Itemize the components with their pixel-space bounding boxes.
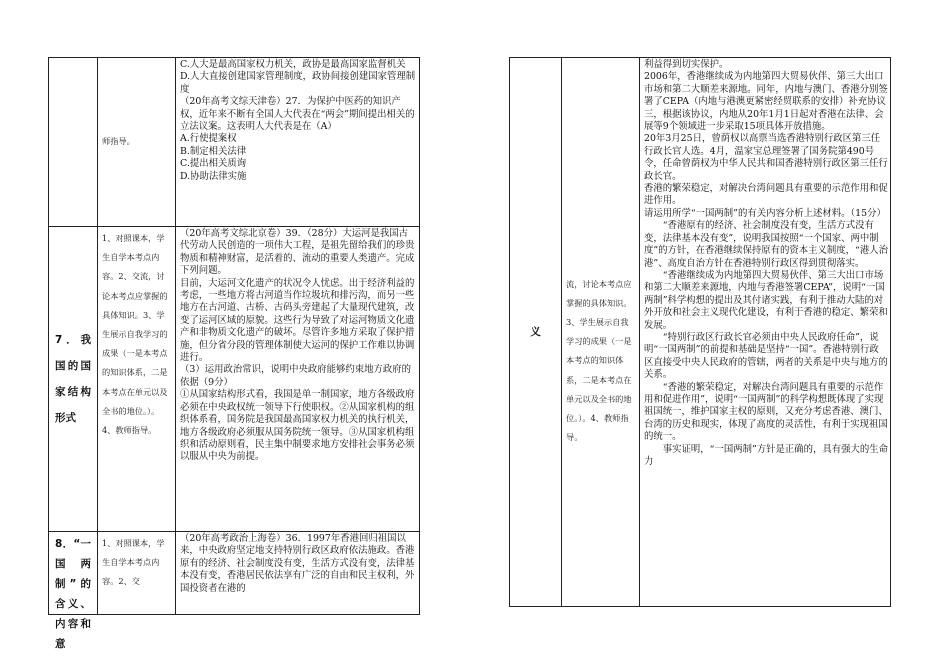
topic-cell xyxy=(510,58,562,606)
method-cell xyxy=(98,58,176,226)
topic-text: 义 xyxy=(530,326,541,338)
topic-cell xyxy=(49,58,98,226)
content-paragraph: 目前，大运河文化遗产的状况令人忧虑。出于经济利益的考虑，一些地方将古河道当作垃圾坑和排污沟，而另一些地方在古河道、古桥、古码头旁建起了大量现代建筑，改变了运河区域的原貌。这些行为导致了对运河物质文化遗产和非物质文化遗产的破坏。尽管许多地方采取了保护措施，但分省分段的管理体制使大运河的保护工作难以协调进行。 xyxy=(180,277,415,364)
content-paragraph: D.协助法律实施 xyxy=(180,170,247,182)
content-paragraph: ①从国家结构形式看，我国是单一制国家，地方各级政府必须在中央政权统一领导下行使职权。②从国家机构的组织体系看，国务院是我国最高国家权力机关的执行机关，地方各级政府必须服从国务院统一领导。③从国家机构组织和活动原则看，民主集中制要求地方安排社会事务必须以服从中央为前提。 xyxy=(180,389,415,463)
right-table xyxy=(509,0,891,671)
method-cell xyxy=(562,58,640,606)
content-paragraph: （3）运用政治常识，说明中央政府能够约束地方政府的依据（9分） xyxy=(180,364,411,388)
left-table xyxy=(48,0,420,671)
content-paragraph: C.人大是最高国家权力机关，政协是最高国家监督机关 xyxy=(180,59,406,70)
content-paragraph: 2006年，香港继续成为内地第四大贸易伙伴、第三大出口市场和第二大顺差来源地。同年，内地与澳门、香港分别签署了CEPA（内地与港澳更紧密经贸联系的安排）补充协议三，根据该协议，内地从20年1月1日起对香港在法律、会展等9个领域进一步采取15项具体开放措施。 xyxy=(644,71,888,133)
method-text: 1、对照课本，学生自学本考点内容。2、交 xyxy=(102,538,165,587)
method-cell xyxy=(98,227,176,531)
topic-cell xyxy=(49,227,98,531)
content-cell xyxy=(176,58,421,226)
method-cell xyxy=(98,532,176,614)
content-paragraph: （20年高考政治上海卷）36．1997年香港回归祖国以来，中央政府坚定地支持特别行政区政府依法施政。香港原有的经济、社会制度没有变，生活方式没有变，法律基本没有变，香港居民依法享有广泛的自由和民主权利，外国投资者在港的 xyxy=(180,533,415,594)
content-paragraph: D.人大直接创建国家管理制度，政协间接创建国家管理制度 xyxy=(180,71,416,95)
content-cell xyxy=(640,58,892,606)
content-paragraph: 20年3月25日，曾荫权以高票当选香港特别行政区第三任行政长官人选。4月，温家宝总理签署了国务院第490号令，任命曾荫权为中华人民共和国香港特别行政区第三任行政长官。 xyxy=(644,133,888,182)
content-paragraph: “香港原有的经济、社会制度没有变，生活方式没有变，法律基本没有变”，说明我国按照“一个国家、两中制度”的方针，在香港继续保持原有的资本主义制度，“港人治港”、高度自治方针在香港特别行政区得到贯彻落实。 xyxy=(644,220,888,269)
method-text: 1、对照课本，学生自学本考点内容。2、交流，讨论本考点应掌握的具体知识。3、学生展示自我学习的成果（一是本考点的知识体系，二是本考点在单元以及全书的地位。）。4、教师指导。 xyxy=(102,233,168,436)
topic-text: 7．我国的国家结构形式 xyxy=(55,334,91,424)
topic-text: 8．“一国两制”的含义、内容和意 xyxy=(55,538,91,650)
topic-cell xyxy=(49,532,98,650)
method-text: 师指导。 xyxy=(102,136,135,147)
content-paragraph: “香港的繁荣稳定，对解决台湾问题具有重要的示范作用和促进作用”，说明“一国两制”的科学构想既体现了实现祖国统一，维护国家主权的原则，又充分考虑香港、澳门、台湾的历史和现实，体现了高度的灵活性，有利于实现祖国的统一。 xyxy=(644,381,888,443)
content-paragraph: 香港的繁荣稳定，对解决台湾问题具有重要的示范作用和促进作用。 xyxy=(644,183,888,207)
content-paragraph: 请运用所学“一国两制”的有关内容分析上述材料。（15分） xyxy=(644,207,886,219)
content-paragraph: 利益得到切实保护。 xyxy=(644,59,729,70)
content-paragraph: A.行使提案权 xyxy=(180,133,237,145)
table-row xyxy=(48,226,420,532)
content-paragraph: 事实证明，“一国两制”方针是正确的，具有强大的生命力 xyxy=(644,443,889,467)
table-row xyxy=(509,57,891,607)
content-paragraph: （20年高考文综天津卷）27．为保护中医药的知识产权，近年来不断有全国人大代表在“两会”期间提出相关的立法议案。这表明人大代表是在（A） xyxy=(180,96,415,133)
method-text: 流，讨论本考点应掌握的具体知识。3、学生展示自我学习的成果（一是本考点的知识体系，二是本考点在单元以及全书的地位。）。4、教师指导。 xyxy=(566,278,632,443)
content-paragraph: “香港继续成为内地第四大贸易伙伴、第三大出口市场和第二大顺差来源地，内地与香港签署CEPA”，说明“一国两制”科学构想的提出及其付诸实践，有利于推动大陆的对外开放和社会主义现代化建设，有利于香港的稳定、繁荣和发展。 xyxy=(644,269,888,331)
content-cell xyxy=(176,532,421,614)
content-cell xyxy=(176,227,421,531)
table-row xyxy=(48,57,420,227)
content-paragraph: “特别行政区行政长官必须由中央人民政府任命”，说明“一国两制”的前提和基础是坚持“一国”。香港特别行政区直接受中央人民政府的管辖，两者的关系是中央与地方的关系。 xyxy=(644,331,888,381)
table-row xyxy=(48,531,420,650)
content-paragraph: （20年高考文综北京卷）39．（28分）大运河是我国古代劳动人民创造的一项伟大工程，是祖先留给我们的珍贵物质和精神财富，是活着的、流动的重要人类遗产。完成下列问题。 xyxy=(180,228,415,277)
content-paragraph: C.提出相关质询 xyxy=(180,158,247,170)
content-paragraph: B.制定相关法律 xyxy=(180,145,247,157)
